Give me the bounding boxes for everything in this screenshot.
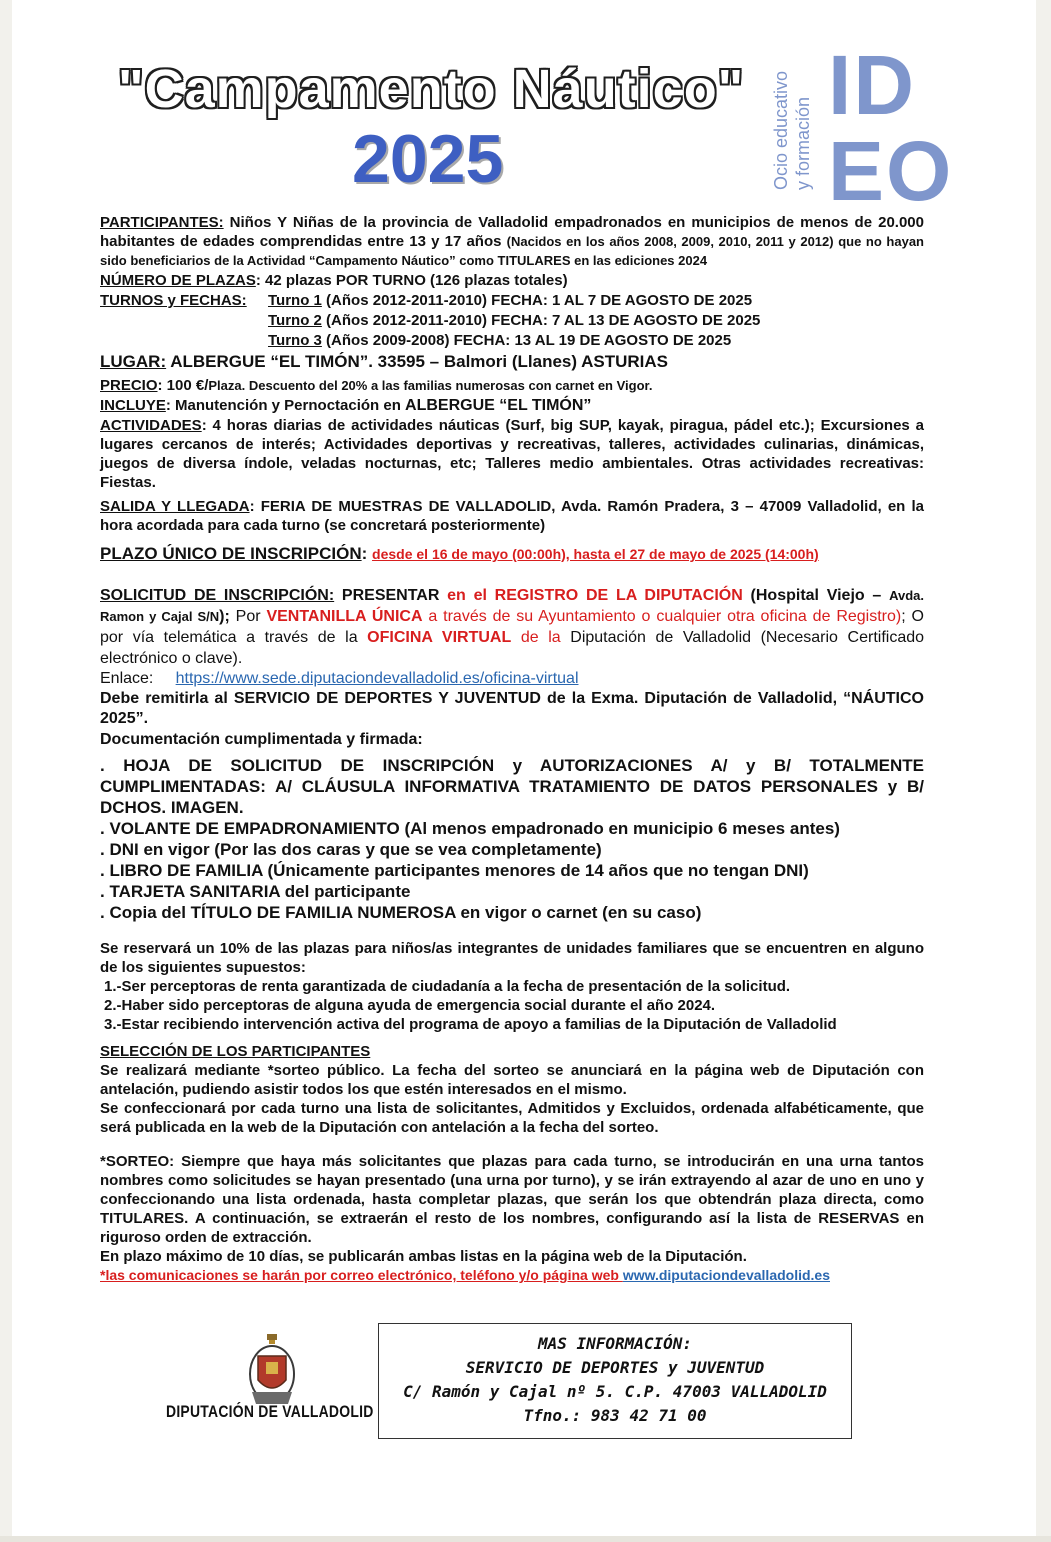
solicitud-ventanilla: VENTANILLA ÚNICA — [266, 608, 423, 625]
document-year: 2025 — [352, 121, 504, 197]
solicitud-de-la: de la — [511, 629, 561, 646]
lugar-paragraph — [100, 351, 924, 372]
solicitud-registro: en el REGISTRO DE LA DIPUTACIÓN — [447, 587, 743, 604]
documento-item: . TARJETA SANITARIA del participante — [100, 882, 411, 901]
precio-paragraph — [100, 376, 924, 395]
seleccion-paragraph-2: Se confeccionará por cada turno una lista de solicitantes, Admitidos y Excluidos, ordenada alfabéticamente, que será publicada en la web de la Diputación con antelación a la fecha del sorteo. — [100, 1100, 924, 1136]
solicitud-paragraph — [100, 585, 924, 669]
sorteo-paragraph: *SORTEO: Siempre que haya más solicitantes que plazas para cada turno, se introducirán en una urna tantos nombres como solicitudes se hayan presentado (una urna por turno), y se irán extrayendo al azar de uno en uno y confeccionando una lista ordenada, hasta completar plazas, que serán los que obtendrán plaza directa, como TITULARES. A continuación, se extraerán el resto de los nombres, configurando así la lista de RESERVAS en riguroso orden de extracción. — [100, 1153, 924, 1246]
salida-paragraph — [100, 497, 924, 535]
solicitud-telematica: ; O por vía telemática a través de la — [100, 608, 924, 646]
diputacion-emblem — [246, 1334, 298, 1408]
solicitud-ayuntamiento: a través de su Ayuntamiento o cualquier otra oficina de Registro) — [422, 608, 902, 625]
turno-name: Turno 3 — [268, 332, 322, 349]
solicitud-por: Por — [235, 608, 267, 625]
turno-text: (Años 2012-2011-2010) FECHA: 1 AL 7 DE AGOSTO DE 2025 — [321, 292, 753, 309]
solicitud-hospital: (Hospital Viejo – — [742, 587, 890, 604]
plazo-label: PLAZO ÚNICO DE INSCRIPCIÓN — [100, 544, 362, 563]
turno-item — [268, 291, 924, 310]
salida-text: : FERIA DE MUESTRAS DE VALLADOLID, Avda. Ramón Pradera, 3 – 47009 Valladolid, en la hora acordada para cada turno (se concretará posteriormente) — [100, 498, 924, 534]
ideo-logo-bottom: EO — [828, 124, 954, 218]
participantes-text: Niños Y Niñas de la provincia de Valladolid empadronados en municipios de menos de 20.000 habitantes de edades comprendidas entre 13 y 17 años — [100, 214, 924, 250]
solicitud-label: SOLICITUD DE INSCRIPCIÓN: — [100, 587, 335, 604]
reserva-item: 1.-Ser perceptoras de renta garantizada de ciudadanía a la fecha de presentación de la solicitud. — [104, 978, 791, 995]
participantes-paragraph — [100, 213, 924, 270]
turno-text: (Años 2012-2011-2010) FECHA: 7 AL 13 DE AGOSTO DE 2025 — [321, 312, 761, 329]
plazo-dates: desde el 16 de mayo (00:00h), hasta el 27 de mayo de 2025 (14:00h) — [372, 546, 819, 562]
actividades-label: ACTIVIDADES — [100, 417, 202, 434]
seleccion-paragraph-1: Se realizará mediante *sorteo público. La fecha del sorteo se anunciará en la página web de Diputación con antelación, pudiendo asistir todos los que estén interesados en el mismo. — [100, 1062, 924, 1098]
participantes-small-text: (Nacidos en los años 2008, 2009, 2010, 2011 y 2012) que no hayan sido beneficiarios de la Actividad “Campamento Náutico” como TITULARES en las ediciones 2024 — [100, 234, 924, 268]
oficina-virtual-link[interactable]: https://www.sede.diputaciondevalladolid.es/oficina-virtual — [175, 670, 579, 687]
reserva-intro: Se reservará un 10% de las plazas para niños/as integrantes de unidades familiares que se encuentren en alguno de los siguientes supuestos: — [100, 940, 924, 976]
documento-item: . Copia del TÍTULO DE FAMILIA NUMEROSA en vigor o carnet (en su caso) — [100, 903, 702, 922]
turnos-label-cell — [100, 291, 268, 350]
reserva-list — [100, 977, 924, 1034]
documentacion-title: Documentación cumplimentada y firmada: — [100, 731, 423, 748]
seleccion-title: SELECCIÓN DE LOS PARTICIPANTES — [100, 1043, 371, 1060]
sorteo-plazo: En plazo máximo de 10 días, se publicarán ambas listas en la página web de la Diputación. — [100, 1248, 747, 1265]
info-phone: Tfno.: 983 42 71 00 — [523, 1406, 707, 1425]
documento-item: . HOJA DE SOLICITUD DE INSCRIPCIÓN y AUTORIZACIONES A/ y B/ TOTALMENTE CUMPLIMENTADAS: A/ CLÁUSULA INFORMATIVA TRATAMIENTO DE DATOS PERSONALES y B/ DCHOS. IMAGEN. — [100, 756, 924, 817]
precio-label: PRECIO — [100, 377, 158, 394]
ideo-logo — [828, 38, 954, 218]
lugar-label: LUGAR: — [100, 352, 167, 371]
diputacion-name: DIPUTACIÓN DE VALLADOLID — [166, 1402, 374, 1421]
incluye-text: : Manutención y Pernoctación en — [165, 397, 406, 414]
ideo-tagline-line-2: y formación — [793, 96, 813, 190]
actividades-text: : 4 horas diarias de actividades náuticas (Surf, big SUP, kayak, piragua, pádel etc.); Excursiones a lugares cercanos de interés; Actividades deportivas y recreativas, talleres, actividades culinarias, dinámicas, juegos de diversa índole, veladas nocturnas, etc; Talleres medio ambientales. Otras actividades recreativas: Fiestas. — [100, 417, 924, 491]
lugar-text: ALBERGUE “EL TIMÓN”. 33595 – Balmori (Llanes) ASTURIAS — [166, 352, 669, 371]
precio-text: : 100 €/ — [157, 377, 209, 394]
incluye-paragraph — [100, 396, 924, 415]
turno-name: Turno 2 — [268, 312, 322, 329]
actividades-paragraph — [100, 416, 924, 492]
turnos-label: TURNOS y FECHAS: — [100, 292, 247, 309]
plazas-text: : 42 plazas POR TURNO (126 plazas totales) — [255, 272, 568, 289]
precio-small-text: Plaza. Descuento del 20% a las familias numerosas con carnet en Vigor. — [208, 378, 653, 393]
plazas-paragraph — [100, 271, 924, 290]
info-address: C/ Ramón y Cajal nº 5. C.P. 47003 VALLADOLID — [403, 1382, 827, 1401]
diputacion-web-link[interactable]: www.diputaciondevalladolid.es — [622, 1267, 830, 1283]
turno-item — [268, 331, 924, 350]
solicitud-oficina-virtual: OFICINA VIRTUAL — [367, 629, 512, 646]
solicitud-sep: ); — [219, 608, 236, 625]
document-title: "Campamento Náutico" — [118, 59, 745, 119]
reserva-item: 3.-Estar recibiendo intervención activa del programa de apoyo a familias de la Diputación de Valladolid — [104, 1016, 837, 1033]
comunicaciones-text: *las comunicaciones se harán por correo electrónico, teléfono y/o página web — [100, 1267, 623, 1283]
turnos-section — [100, 291, 924, 350]
more-info-box — [378, 1323, 852, 1439]
ideo-tagline — [770, 10, 814, 190]
salida-label: SALIDA Y LLEGADA — [100, 498, 250, 515]
participantes-label: PARTICIPANTES: — [100, 214, 224, 231]
document-body — [100, 213, 924, 1285]
documentos-list — [100, 755, 924, 923]
documento-item: . DNI en vigor (Por las dos caras y que se vea completamente) — [100, 840, 602, 859]
plazas-label: NÚMERO DE PLAZAS — [100, 272, 256, 289]
solicitud-avda: Avda. Ramon y Cajal S/N — [100, 588, 924, 624]
ideo-tagline-line-1: Ocio educativo — [771, 70, 791, 190]
turnos-list — [268, 291, 924, 350]
solicitud-diputacion: Diputación de Valladolid (Necesario Certificado electrónico o clave). — [100, 629, 925, 667]
plazo-paragraph — [100, 543, 924, 565]
turno-name: Turno 1 — [268, 292, 322, 309]
enlace-paragraph — [100, 669, 924, 689]
turno-text: (Años 2009-2008) FECHA: 13 AL 19 DE AGOSTO DE 2025 — [321, 332, 732, 349]
incluye-label: INCLUYE — [100, 397, 166, 414]
info-title: MAS INFORMACIÓN: — [537, 1334, 693, 1353]
turno-item — [268, 311, 924, 330]
solicitud-presentar: PRESENTAR — [334, 587, 448, 604]
remitir-paragraph: Debe remitirla al SERVICIO DE DEPORTES Y JUVENTUD de la Exma. Diputación de Valladolid, “NÁUTICO 2025”. — [100, 690, 924, 727]
enlace-label: Enlace: — [100, 670, 154, 687]
documento-item: . VOLANTE DE EMPADRONAMIENTO (Al menos empadronado en municipio 6 meses antes) — [100, 819, 840, 838]
comunicaciones-note — [100, 1266, 924, 1285]
page-bottom-edge — [0, 1536, 1051, 1542]
plazo-colon: : — [361, 544, 368, 563]
incluye-albergue: ALBERGUE “EL TIMÓN” — [405, 397, 592, 414]
info-department: SERVICIO DE DEPORTES y JUVENTUD — [465, 1358, 765, 1377]
ideo-logo-top: ID — [828, 38, 916, 132]
reserva-item: 2.-Haber sido perceptoras de alguna ayuda de emergencia social durante el año 2024. — [104, 997, 716, 1014]
documento-item: . LIBRO DE FAMILIA (Únicamente participantes menores de 14 años que no tengan DNI) — [100, 861, 809, 880]
